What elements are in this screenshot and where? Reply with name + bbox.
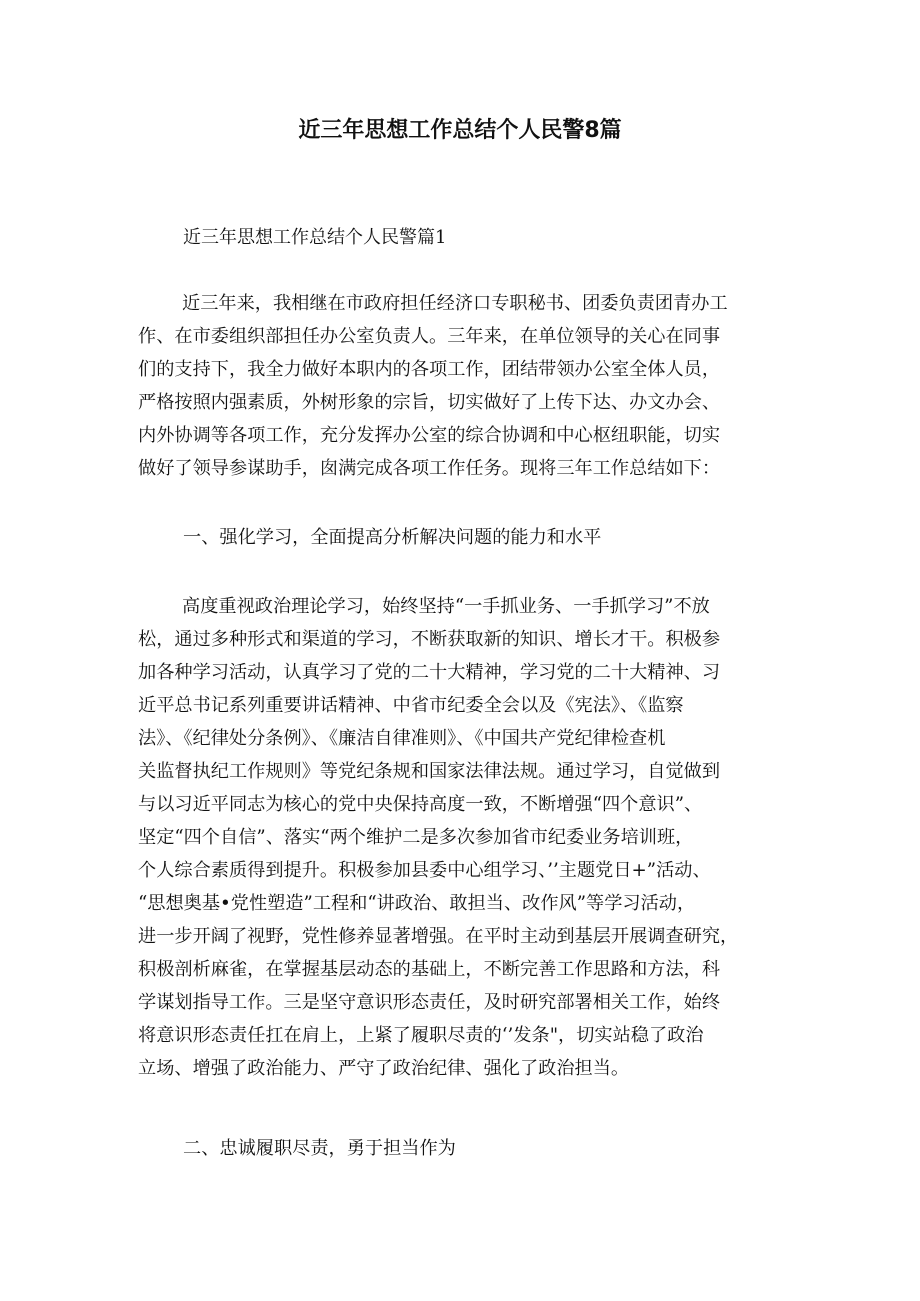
paragraph-line: 高度重视政治理论学习，始终坚持“一手抓业务、一手抓学习”不放 — [182, 596, 710, 617]
paragraph-study — [138, 590, 798, 1085]
paragraph-line: 坚定“四个自信”、落实“两个维护二是多次参加省市纪委业务培训班， — [138, 827, 694, 848]
section-heading-1: 一、强化学习，全面提高分析解决问题的能力和水平 — [183, 527, 602, 548]
paragraph-line: 立场、增强了政治能力、严守了政治纪律、强化了政治担当。 — [138, 1058, 630, 1079]
paragraph-line: 法》、《纪律处分条例》、《廉洁自律准则》、《中国共产党纪律检查机 — [138, 728, 666, 749]
paragraph-line: 与以习近平同志为核心的党中央保持高度一致，不断增强“四个意识”、 — [138, 794, 703, 815]
paragraph-line: 学谋划指导工作。三是坚守意识形态责任，及时研究部署相关工作，始终 — [138, 992, 721, 1013]
section-heading-2: 二、忠诚履职尽责，勇于担当作为 — [183, 1138, 456, 1159]
paragraph-line: 进一步开阔了视野，党性修养显著增强。在平时主动到基层开展调查研究， — [138, 926, 739, 947]
section-subtitle: 近三年思想工作总结个人民警篇1 — [183, 227, 447, 248]
document-title: 近三年思想工作总结个人民警8篇 — [298, 118, 622, 143]
paragraph-line: 做好了领导参谋助手，囱满完成各项工作任务。现将三年工作总结如下： — [138, 458, 721, 479]
paragraph-line: 近三年来，我相继在市政府担任经济口专职秘书、团委负责团青办工 — [182, 293, 728, 314]
paragraph-line: 松，通过多种形式和渠道的学习，不断获取新的知识、增长才干。积极参 — [138, 629, 721, 650]
paragraph-line: 严格按照内强素质，外树形象的宗旨，切实做好了上传下达、办文办会、 — [138, 392, 721, 413]
paragraph-line: 个人综合素质得到提升。积极参加县委中心组学习、’’主题党日+”活动、 — [138, 860, 711, 881]
paragraph-line: “思想奥基•党性塑造”工程和“讲政治、敢担当、改作风”等学习活动， — [138, 893, 696, 914]
paragraph-line: 作、在市委组织部担任办公室负责人。三年来，在单位领导的关心在同事 — [138, 326, 721, 347]
paragraph-line: 内外协调等各项工作，充分发挥办公室的综合协调和中心枢纽职能，切实 — [138, 425, 721, 446]
paragraph-line: 积极剖析麻雀，在掌握基层动态的基础上，不断完善工作思路和方法，科 — [138, 959, 721, 980]
paragraph-line: 近平总书记系列重要讲话精神、中省市纪委全会以及《宪法》、《监察 — [138, 695, 684, 716]
paragraph-line: 将意识形态责任扛在肩上，上紧了履职尽责的‘’发条"，切实站稳了政治 — [138, 1025, 704, 1046]
paragraph-line: 加各种学习活动，认真学习了党的二十大精神，学习党的二十大精神、习 — [138, 662, 721, 683]
paragraph-intro — [138, 287, 798, 485]
paragraph-line: 关监督执纪工作规则》等党纪条规和国家法律法规。通过学习，自觉做到 — [138, 761, 721, 782]
paragraph-line: 们的支持下，我全力做好本职内的各项工作，团结带领办公室全体人员， — [138, 359, 721, 380]
